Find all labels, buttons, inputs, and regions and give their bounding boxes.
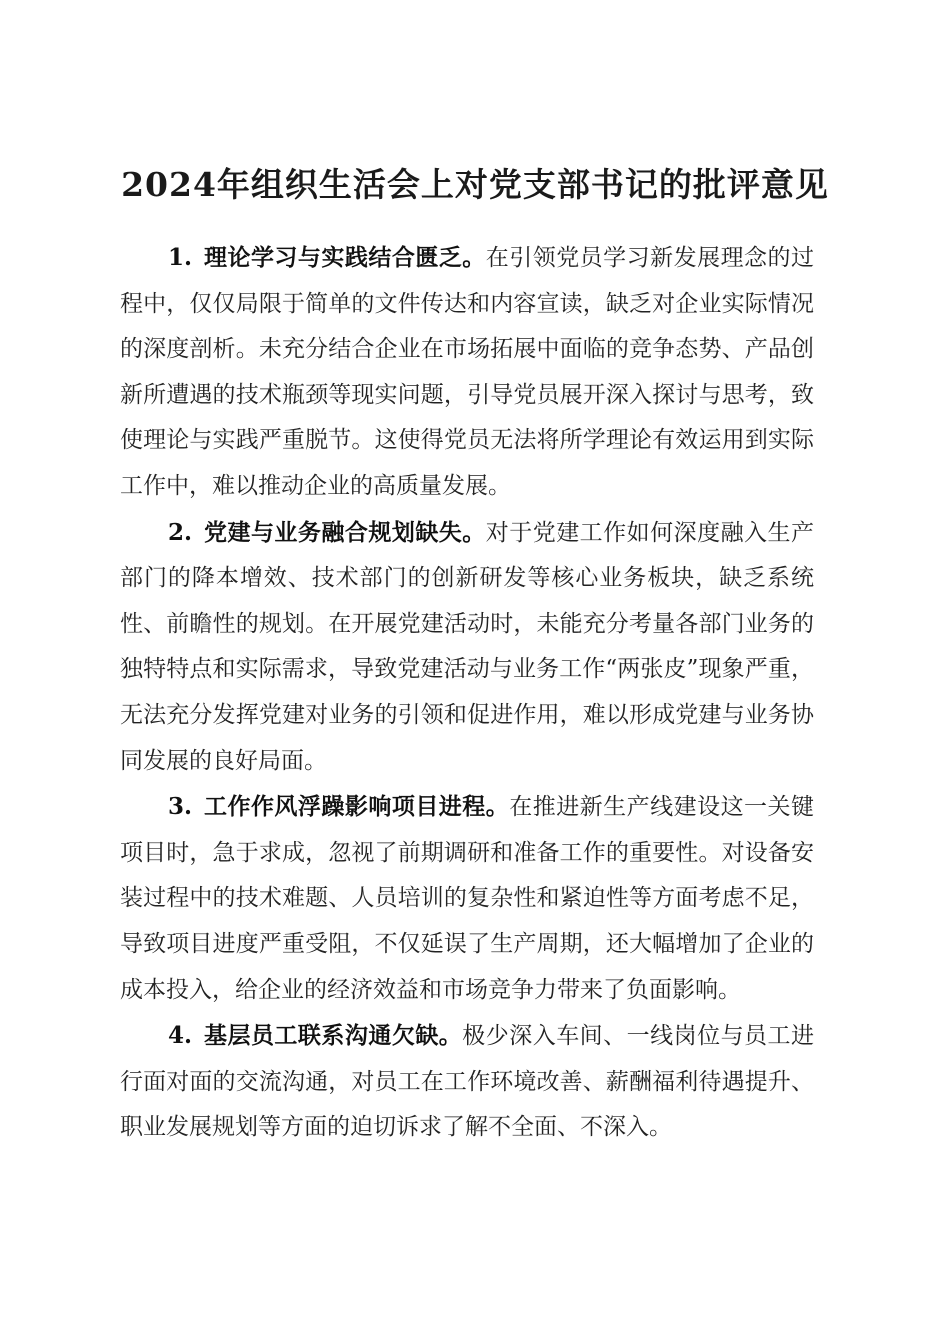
paragraph-1-text: 在引领党员学习新发展理念的过程中，仅仅局限于简单的文件传达和内容宣读，缺乏对企业实际情况的深度剖析。未充分结合企业在市场拓展中面临的竞争态势、产品创新所遭遇的技术瓶颈等现实问题，引导党员展开深入探讨与思考，致使理论与实践严重脱节。这使得党员无法将所学理论有效运用到实际工作中，难以推动企业的高质量发展。 [120, 245, 815, 499]
paragraph-2-text: 对于党建工作如何深度融入生产部门的降本增效、技术部门的创新研发等核心业务板块，缺乏系统性、前瞻性的规划。在开展党建活动时，未能充分考量各部门业务的独特特点和实际需求，导致党建活动与业务工作“两张皮”现象严重，无法充分发挥党建对业务的引领和促进作用，难以形成党建与业务协同发展的良好局面。 [120, 519, 815, 774]
paragraph-4-heading: 基层员工联系沟通欠缺。 [203, 1022, 463, 1050]
document-title: 2024年组织生活会上对党支部书记的批评意见 [121, 165, 829, 204]
paragraph-3-heading: 工作作风浮躁影响项目进程。 [203, 793, 510, 821]
paragraph-1-heading: 理论学习与实践结合匮乏。 [203, 244, 486, 271]
paragraph-4 [120, 1013, 814, 1151]
paragraph-4-text: 极少深入车间、一线岗位与员工进行面对面的交流沟通，对员工在工作环境改善、薪酬福利待遇提升、职业发展规划等方面的迫切诉求了解不全面、不深入。 [120, 1023, 815, 1141]
paragraph-4-number: 4. [168, 1022, 193, 1050]
paragraph-3-text: 在推进新生产线建设这一关键项目时，急于求成，忽视了前期调研和准备工作的重要性。对设备安装过程中的技术难题、人员培训的复杂性和紧迫性等方面考虑不足，导致项目进度严重受阻，不仅延误了生产周期，还大幅增加了企业的成本投入，给企业的经济效益和市场竞争力带来了负面影响。 [120, 794, 815, 1003]
paragraph-3 [120, 784, 814, 1013]
paragraph-2 [120, 510, 814, 785]
paragraph-2-number: 2. [168, 518, 193, 546]
paragraph-3-number: 3. [168, 793, 193, 821]
paragraph-1 [120, 235, 814, 510]
paragraph-1-number: 1. [168, 244, 193, 271]
document-body [120, 235, 814, 1151]
paragraph-2-heading: 党建与业务融合规划缺失。 [203, 518, 486, 546]
